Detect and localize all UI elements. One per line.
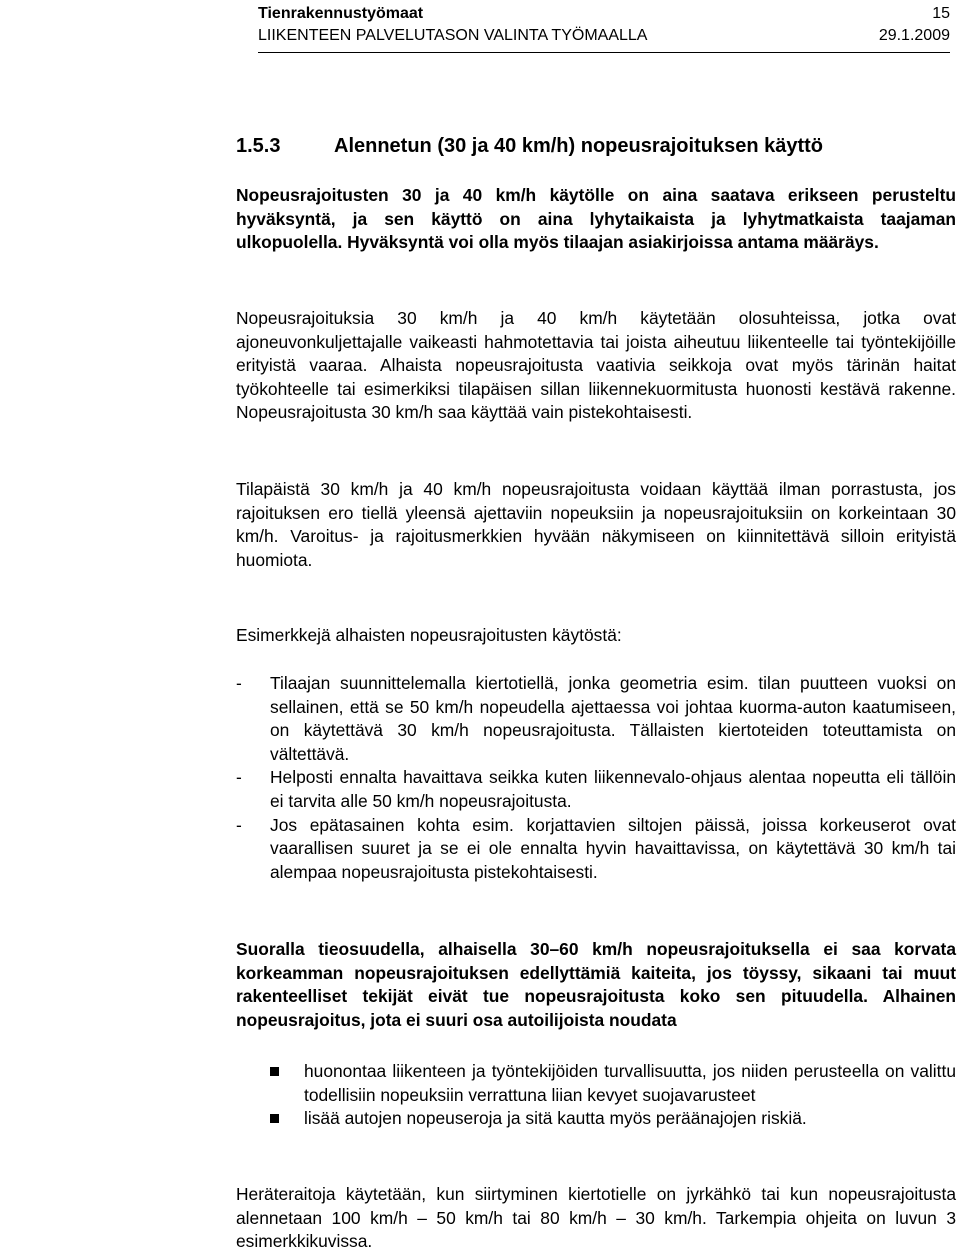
list-marker: -	[236, 767, 242, 788]
consequences-list	[270, 1060, 956, 1131]
document-subtitle: LIIKENTEEN PALVELUTASON VALINTA TYÖMAALLA	[258, 27, 648, 44]
bold-block	[236, 938, 956, 1032]
page-header	[258, 4, 950, 54]
square-bullet-icon	[270, 1067, 279, 1076]
examples-intro-block	[236, 624, 956, 648]
list-item	[236, 766, 956, 813]
list-marker: -	[236, 814, 242, 835]
list-item	[236, 672, 956, 766]
paragraph-1-block	[236, 307, 956, 425]
examples-intro: Esimerkkejä alhaisten nopeusrajoitusten käytöstä:	[236, 625, 622, 645]
page-number: 15	[932, 5, 950, 22]
document-date: 29.1.2009	[878, 27, 950, 44]
document-title: Tienrakennustyömaat	[258, 5, 424, 22]
intro-paragraph-block	[236, 184, 956, 255]
list-item-text: Jos epätasainen kohta esim. korjattavien siltojen päissä, joissa korkeuserot ovat vaarallisen suuret ja se ei ole ennalta hyvin havaittavissa, on käytettävä 30 km/h tai alempaa nopeusrajoitusta pistekohtaisesti.	[270, 814, 956, 882]
paragraph-2-block	[236, 478, 956, 572]
section-title: Alennetun (30 ja 40 km/h) nopeusrajoituksen käyttö	[334, 135, 824, 157]
list-item	[270, 1060, 956, 1107]
paragraph-2: Tilapäistä 30 km/h ja 40 km/h nopeusrajoitusta voidaan käyttää ilman porrastusta, jos rajoituksen ero tiellä yleensä ajettaviin nopeuksiin ja nopeusrajoituksiin on korkeintaan 30 km/h. Varoitus- ja rajoitusmerkkien hyvään näkymiseen on kiinnitettävä silloin erityistä huomiota.	[236, 479, 956, 570]
paragraph-1: Nopeusrajoituksia 30 km/h ja 40 km/h käytetään olosuhteissa, jotka ovat ajoneuvonkuljettajalle vaikeasti hahmotettavia tai joista aiheutuu liikenteelle tai työntekijöille erityistä vaaraa. Alhaista nopeusrajoitusta vaativia seikkoja ovat myös tärinän haitat työkohteelle tai esimerkiksi tilapäisen sillan liikennekuormitusta huonosti kestävä rakenne. Nopeusrajoitusta 30 km/h saa käyttää vain pistekohtaisesti.	[236, 308, 956, 423]
section-number: 1.5.3	[236, 135, 281, 157]
list-item	[270, 1107, 956, 1131]
intro-paragraph: Nopeusrajoitusten 30 ja 40 km/h käytölle on aina saatava erikseen perusteltu hyväksyntä, ja sen käyttö on aina lyhytaikaista ja lyhytmatkaista taajaman ulkopuolella. Hyväksyntä voi olla myös tilaajan asiakirjoissa antama määräys.	[236, 185, 956, 253]
bold-paragraph: Suoralla tieosuudella, alhaisella 30–60 km/h nopeusrajoituksella ei saa korvata korkeamman nopeusrajoituksen edellyttämiä kaiteita, jos töyssy, sikaani tai muut rakenteelliset tekijät eivät tue nopeusrajoitusta koko sen pituudella. Alhainen nopeusrajoitus, jota ei suuri osa autoilijoista noudata	[236, 939, 956, 1030]
final-paragraph-block	[236, 1183, 956, 1254]
header-divider	[258, 52, 950, 53]
list-item-text: Helposti ennalta havaittava seikka kuten liikennevalo-ohjaus alentaa nopeutta eli tällöin ei tarvita alle 50 km/h nopeusrajoitusta.	[270, 767, 956, 811]
square-bullet-icon	[270, 1114, 279, 1123]
examples-list	[236, 672, 956, 884]
list-item-text: Tilaajan suunnittelemalla kiertotiellä, jonka geometria esim. tilan puutteen vuoksi on sellainen, että se 50 km/h nopeudella ajettaessa voi johtaa kuorma-auton kaatumiseen, on käytettävä 30 km/h nopeusrajoitusta. Tällaisten kiertoteiden toteuttamista on vältettävä.	[270, 673, 956, 764]
final-paragraph: Heräteraitoja käytetään, kun siirtyminen kiertotielle on jyrkähkö tai kun nopeusrajoitusta alennetaan 100 km/h – 50 km/h tai 80 km/h – 30 km/h. Tarkempia ohjeita on luvun 3 esimerkkikuvissa.	[236, 1184, 956, 1252]
list-marker: -	[236, 673, 242, 693]
section-heading	[236, 135, 823, 158]
list-item-text: lisää autojen nopeuseroja ja sitä kautta myös peräänajojen riskiä.	[304, 1108, 807, 1129]
list-item-text: huonontaa liikenteen ja työntekijöiden turvallisuutta, jos niiden perusteella on valittu todellisiin nopeuksiin verrattuna liian kevyet suojavarusteet	[304, 1061, 956, 1105]
list-item	[236, 814, 956, 885]
